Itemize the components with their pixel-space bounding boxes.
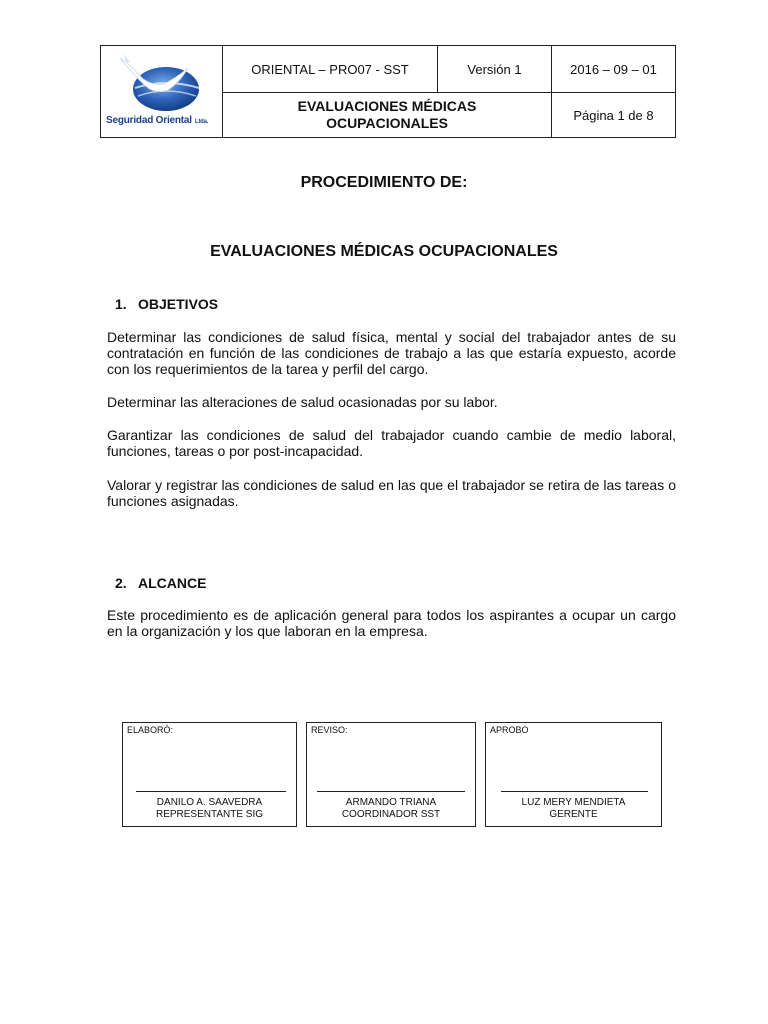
signature-name: LUZ MERY MENDIETA xyxy=(521,797,626,808)
signature-line xyxy=(317,791,465,792)
eagle-globe-icon xyxy=(102,48,222,114)
company-logo xyxy=(101,46,223,137)
paragraph: Garantizar las condiciones de salud del trabajador cuando cambie de medio laboral, funciones, tareas o por post-incapacidad. xyxy=(107,427,676,459)
signature-position: REPRESENTANTE SIG xyxy=(155,809,264,820)
page-number: Página 1 de 8 xyxy=(573,107,654,123)
logo-text: Seguridad Oriental Ltda. xyxy=(106,114,209,126)
section-title: 1. OBJETIVOS xyxy=(115,296,219,312)
paragraph: Determinar las condiciones de salud física, mental y social del trabajador antes de su contratación en función de las condiciones de trabajo a las que estaría expuesto, acorde con los requerimientos de la tarea y perfil del cargo. xyxy=(107,329,676,377)
paragraph: Este procedimiento es de aplicación general para todos los aspirantes a ocupar un cargo en la organización y los que laboran en la empresa. xyxy=(107,607,676,639)
section-title: 2. ALCANCE xyxy=(115,575,207,591)
signature-role: ELABORÓ: xyxy=(127,725,174,735)
procedure-heading: PROCEDIMIENTO DE: xyxy=(300,174,468,191)
signature-box-elaboro xyxy=(122,722,297,827)
document-code: ORIENTAL – PRO07 - SST xyxy=(251,61,409,77)
signature-position: COORDINADOR SST xyxy=(341,809,441,820)
document-version: Versión 1 xyxy=(467,61,522,77)
paragraph: Valorar y registrar las condiciones de salud en las que el trabajador se retira de las tareas o funciones asignadas. xyxy=(107,477,676,509)
document-date: 2016 – 09 – 01 xyxy=(570,61,657,77)
document-header-table xyxy=(100,45,676,138)
signature-box-reviso xyxy=(306,722,476,827)
signature-line xyxy=(501,791,648,792)
signature-box-aprobo xyxy=(485,722,662,827)
procedure-title: EVALUACIONES MÉDICAS OCUPACIONALES xyxy=(210,243,558,260)
paragraph: Determinar las alteraciones de salud ocasionadas por su labor. xyxy=(107,394,498,410)
signature-name: ARMANDO TRIANA xyxy=(345,797,437,808)
signature-role: APROBO xyxy=(490,725,529,735)
signature-name: DANILO A. SAAVEDRA xyxy=(156,797,263,808)
signature-line xyxy=(136,791,286,792)
document-title: EVALUACIONES MÉDICAS OCUPACIONALES xyxy=(297,98,477,131)
signature-position: GERENTE xyxy=(549,809,598,820)
signature-role: REVISO: xyxy=(311,725,348,735)
